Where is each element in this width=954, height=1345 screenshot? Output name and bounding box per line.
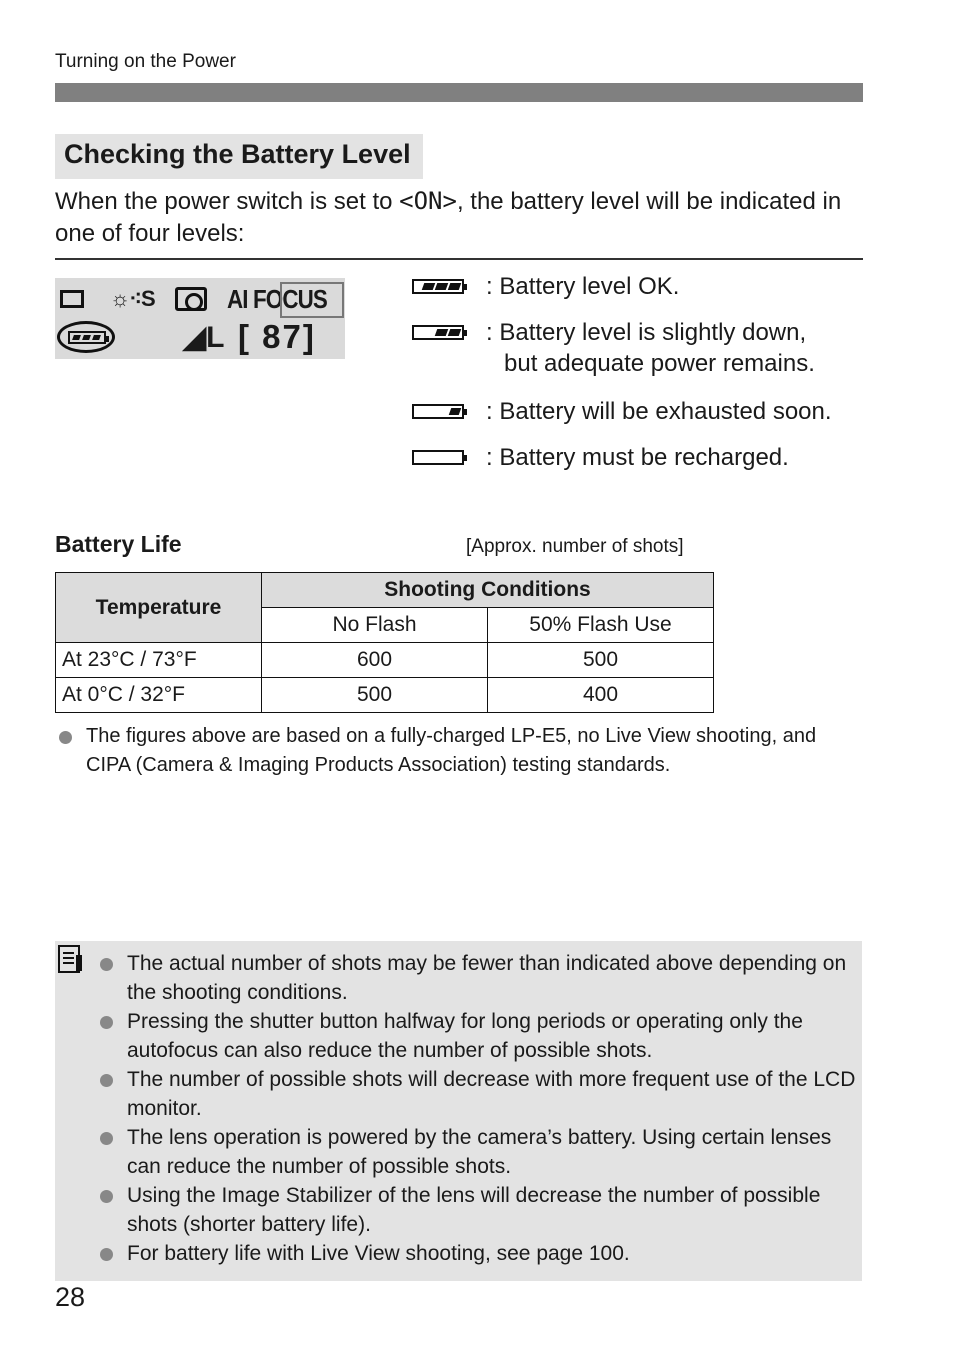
list-item: Pressing the shutter button halfway for long periods or operating only the autofocus can also reduce the number of possible shots. [96,1007,856,1065]
af-mode-frame [280,282,344,318]
metering-icon [175,287,207,311]
lcd-panel-illustration [55,278,345,359]
battery-life-table [55,572,714,713]
intro-before: When the power switch is set to [55,188,400,215]
battery-slightly-down-text: : Battery level is slightly down, [486,319,807,346]
list-item: The lens operation is powered by the camera’s battery. Using certain lenses can reduce the number of possible shots. [96,1123,856,1181]
page-number: 28 [55,1282,86,1312]
battery-highlight-oval [57,321,115,353]
shots-remaining: [ 87] [238,318,316,355]
battery-level-ok-text: : Battery level OK. [486,273,680,300]
col-no-flash: No Flash [262,608,488,643]
row-temp: At 23°C / 73°F [56,643,262,678]
battery-level-empty [412,442,789,471]
battery-level-slightly-down [412,317,815,377]
intro-paragraph [55,185,855,250]
intro-after: , the battery level will be indicated in one of four levels: [55,188,842,247]
battery-two-thirds-icon [412,325,464,340]
table-row [56,678,714,713]
col-temperature: Temperature [56,573,262,643]
footnote-list [55,722,865,780]
battery-slightly-down-text-2: but adequate power remains. [504,350,815,377]
header-bar [55,83,863,102]
row-flash: 400 [488,678,714,713]
battery-full-icon [412,279,464,294]
list-item: For battery life with Live View shooting, see page 100. [96,1239,856,1268]
row-no-flash: 500 [262,678,488,713]
notes-list [96,949,856,1268]
battery-level-ok [412,271,680,300]
battery-full-icon [68,331,106,344]
drive-mode-icon [60,290,84,308]
note-icon [58,945,80,973]
image-quality-label: ◢L [183,321,225,354]
table-row [56,643,714,678]
battery-one-third-icon [412,404,464,419]
row-temp: At 0°C / 32°F [56,678,262,713]
battery-life-title: Battery Life [55,531,182,557]
list-item: The actual number of shots may be fewer than indicated above depending on the shooting conditions. [96,949,856,1007]
battery-empty-icon [412,450,464,465]
battery-level-low [412,396,832,425]
col-flash: 50% Flash Use [488,608,714,643]
col-shooting-conditions: Shooting Conditions [262,573,714,608]
running-header: Turning on the Power [55,51,236,72]
battery-life-note: [Approx. number of shots] [466,536,684,557]
af-mode-label: AI FOCUS [226,283,327,314]
power-switch-on-mark: <ON> [399,187,457,215]
section-title: Checking the Battery Level [55,134,423,179]
row-flash: 500 [488,643,714,678]
notes-box [55,941,862,1281]
footnote: The figures above are based on a fully-charged LP-E5, no Live View shooting, and CIPA (Camera & Imaging Products Association) testing standards. [55,722,865,780]
list-item: The number of possible shots will decrease with more frequent use of the LCD monitor. [96,1065,856,1123]
row-no-flash: 600 [262,643,488,678]
battery-low-text: : Battery will be exhausted soon. [486,398,832,425]
divider [55,258,863,260]
white-balance-icon: ☼⁖S [110,286,155,311]
list-item: Using the Image Stabilizer of the lens will decrease the number of possible shots (shorter battery life). [96,1181,856,1239]
battery-empty-text: : Battery must be recharged. [486,444,789,471]
